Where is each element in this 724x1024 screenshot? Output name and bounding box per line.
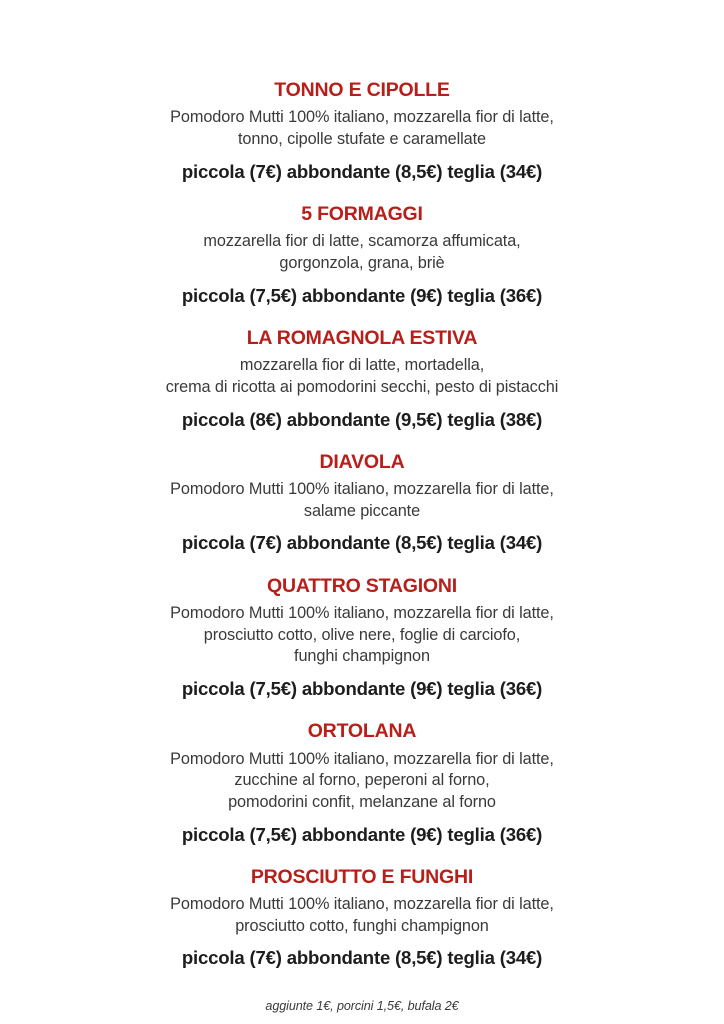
menu-item-description-line: prosciutto cotto, olive nere, foglie di carciofo, <box>203 625 521 644</box>
menu-item <box>60 574 664 702</box>
menu-item-description-line: gorgonzola, grana, briè <box>279 253 445 272</box>
menu-item-description-line: Pomodoro Mutti 100% italiano, mozzarella fior di latte, <box>170 603 554 622</box>
menu-item-description-line: mozzarella fior di latte, scamorza affumicata, <box>203 232 521 251</box>
menu-item-prices: piccola (8€) abbondante (9,5€) teglia (38€) <box>181 408 543 430</box>
menu-item <box>60 719 664 847</box>
menu-item-description-line: prosciutto cotto, funghi champignon <box>235 916 489 935</box>
menu-item <box>60 450 664 556</box>
menu-item-description-line: Pomodoro Mutti 100% italiano, mozzarella fior di latte, <box>170 749 554 768</box>
menu-item-description-line: Pomodoro Mutti 100% italiano, mozzarella fior di latte, <box>170 895 554 914</box>
menu-item <box>60 865 664 971</box>
menu-item <box>60 326 664 432</box>
menu-item-description <box>170 603 554 668</box>
menu-item-description-line: salame piccante <box>303 501 421 520</box>
menu-footnote: aggiunte 1€, porcini 1,5€, bufala 2€ <box>265 998 459 1013</box>
menu-item-description-line: Pomodoro Mutti 100% italiano, mozzarella fior di latte, <box>170 480 554 499</box>
menu-item-description-line: zucchine al forno, peperoni al forno, <box>234 771 490 790</box>
menu-item-description-line: funghi champignon <box>294 647 430 666</box>
menu-item <box>60 78 664 184</box>
menu-item-prices: piccola (7,5€) abbondante (9€) teglia (36€) <box>181 284 543 306</box>
menu-item-list <box>60 78 664 971</box>
menu-item-name: DIAVOLA <box>319 450 405 473</box>
menu-item-name: 5 FORMAGGI <box>301 202 423 225</box>
menu-item-description <box>166 355 558 398</box>
menu-item-description-line: crema di ricotta ai pomodorini secchi, pesto di pistacchi <box>165 377 559 396</box>
menu-item-description <box>170 894 554 937</box>
menu-item-description <box>170 749 554 814</box>
menu-item-name: ORTOLANA <box>307 720 417 743</box>
menu-item-prices: piccola (7,5€) abbondante (9€) teglia (36€) <box>181 677 543 699</box>
menu-item-description <box>170 479 554 522</box>
menu-item-name: PROSCIUTTO E FUNGHI <box>250 865 474 888</box>
menu-item-description-line: Pomodoro Mutti 100% italiano, mozzarella fior di latte, <box>170 108 554 127</box>
menu-item-name: TONNO E CIPOLLE <box>274 79 450 101</box>
menu-item-description-line: mozzarella fior di latte, mortadella, <box>239 356 485 375</box>
menu-item-description <box>170 107 554 150</box>
menu-item-prices: piccola (7€) abbondante (8,5€) teglia (34€) <box>181 160 543 182</box>
menu-item-description-line: tonno, cipolle stufate e caramellate <box>237 130 486 149</box>
menu-item-description-line: pomodorini confit, melanzane al forno <box>228 792 496 811</box>
menu-item-prices: piccola (7€) abbondante (8,5€) teglia (34€) <box>181 532 543 554</box>
menu-item-name: QUATTRO STAGIONI <box>267 574 457 597</box>
menu-item <box>60 202 664 308</box>
menu-item-name: LA ROMAGNOLA ESTIVA <box>246 326 478 349</box>
menu-item-prices: piccola (7€) abbondante (8,5€) teglia (34€) <box>181 947 543 969</box>
menu-item-description <box>203 231 520 274</box>
menu-item-prices: piccola (7,5€) abbondante (9€) teglia (36€) <box>181 823 543 845</box>
